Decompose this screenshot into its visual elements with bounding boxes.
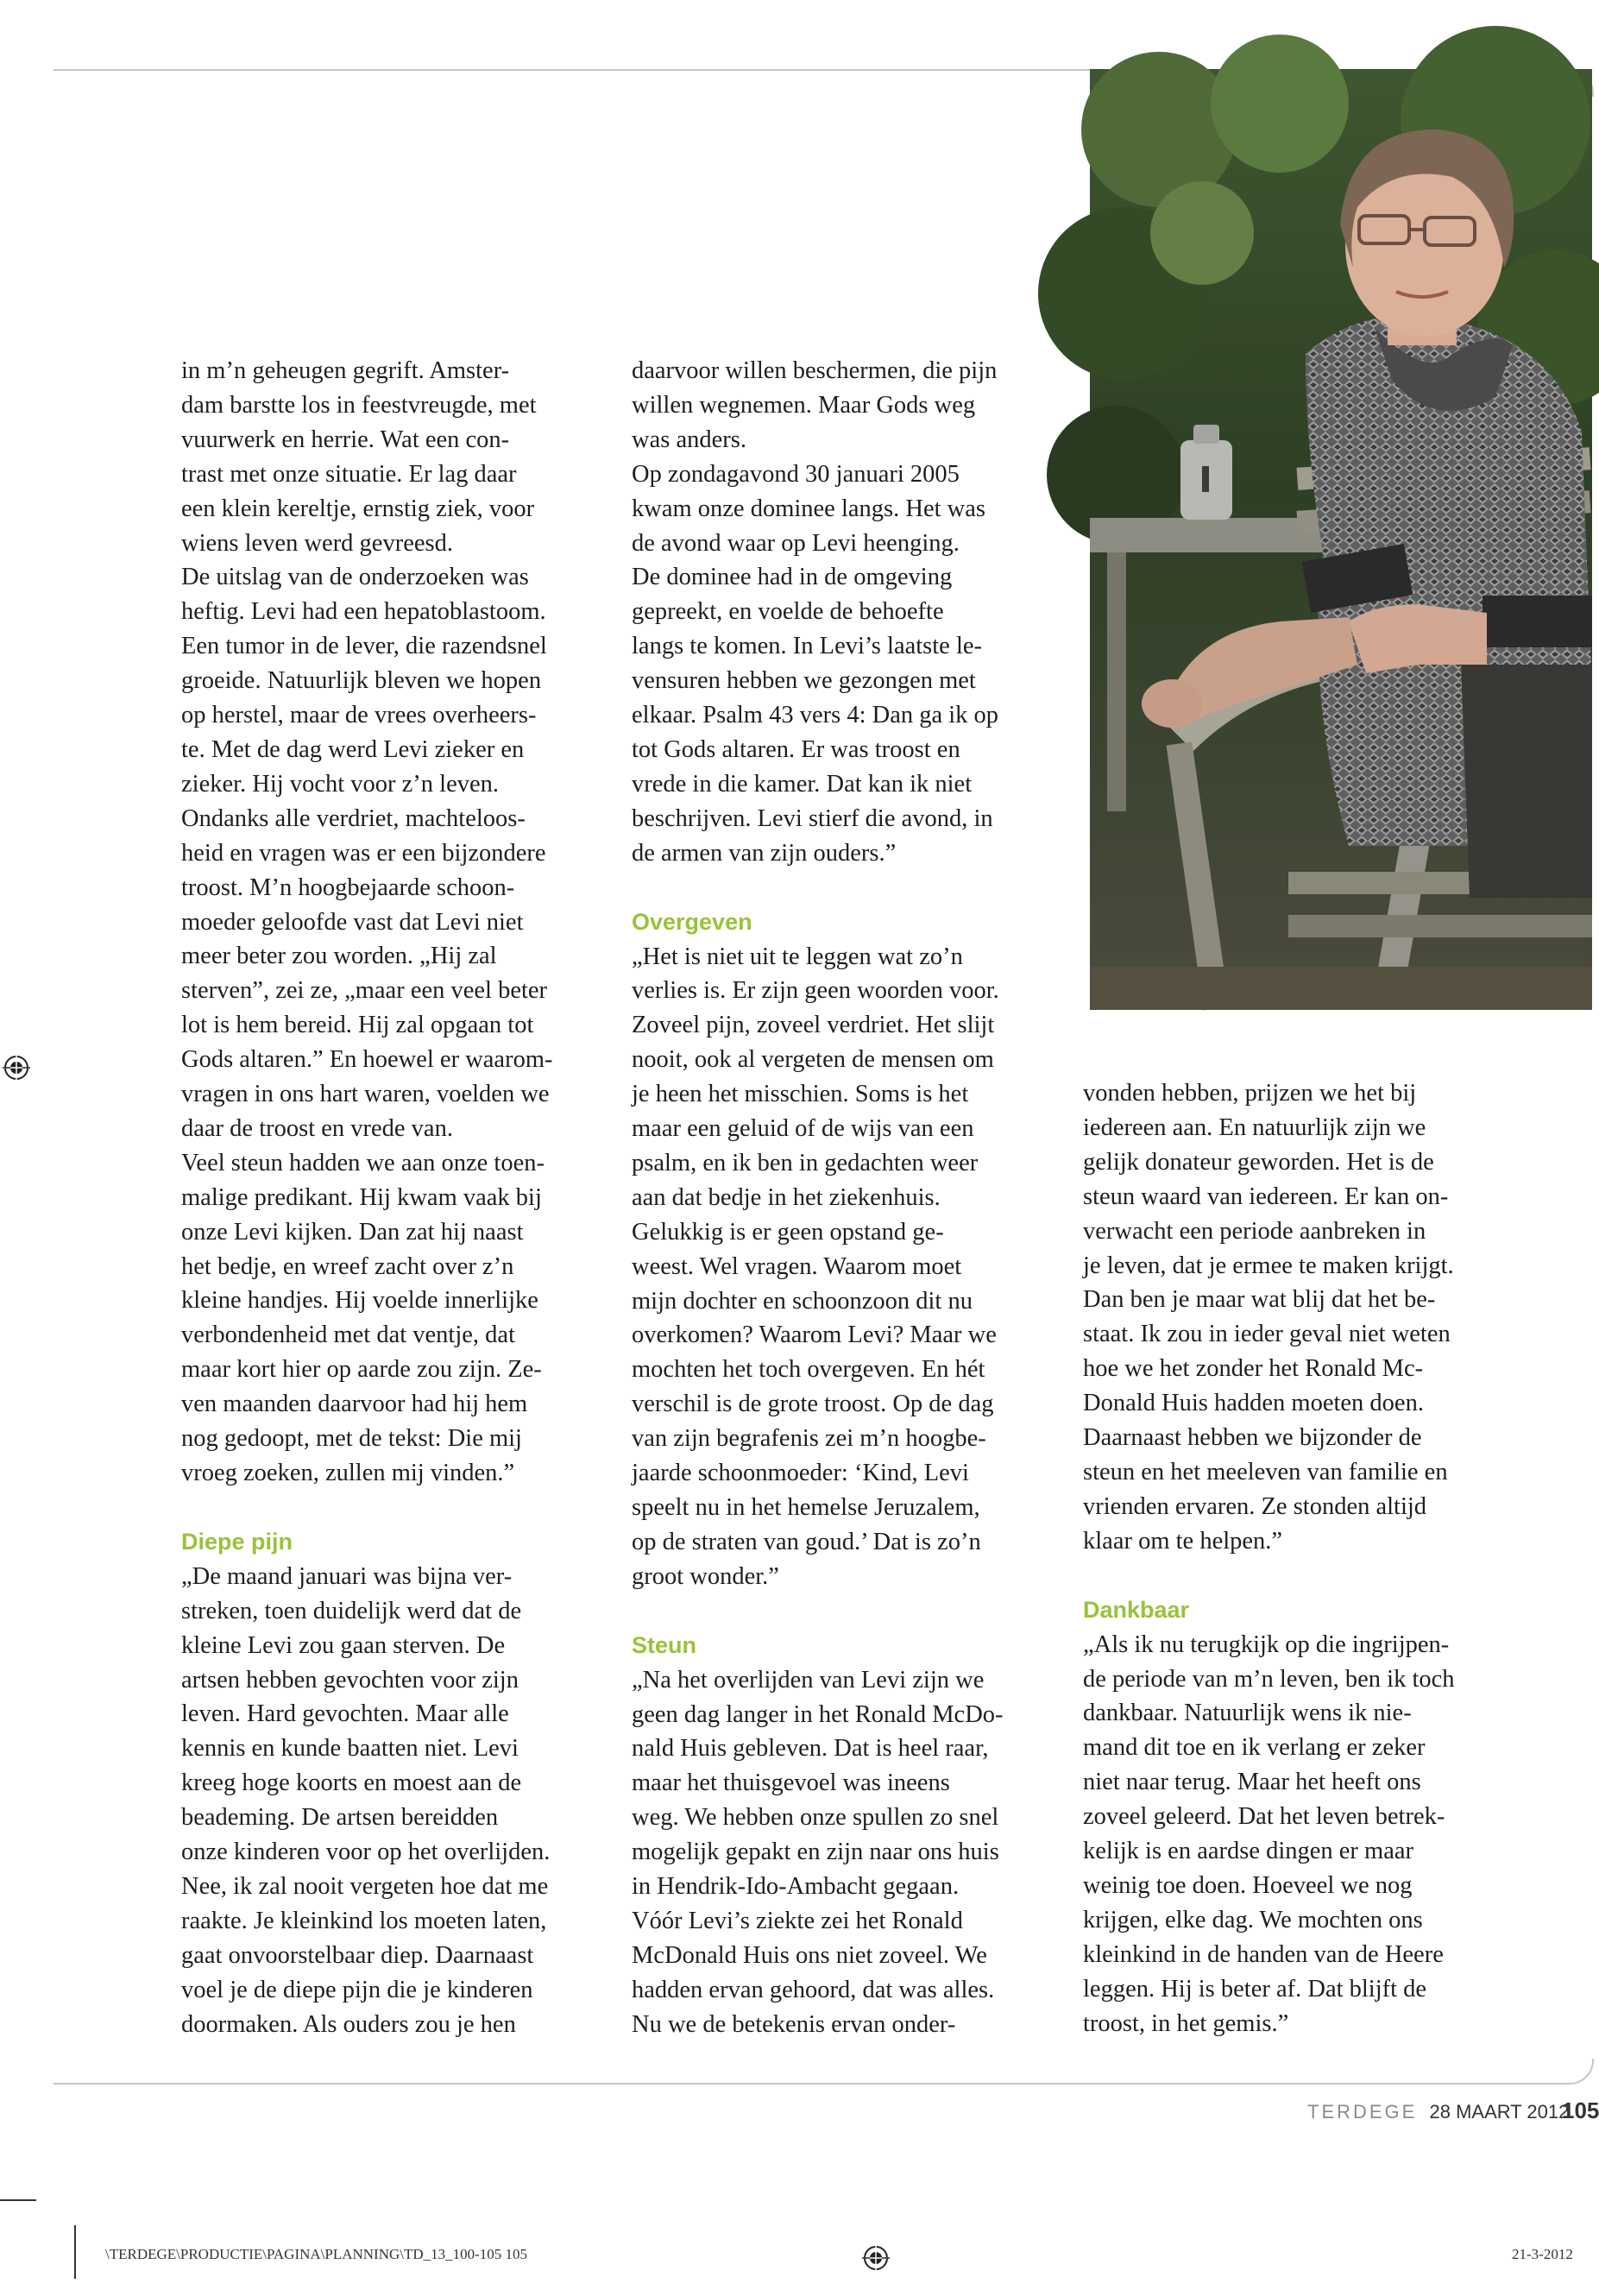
text-line: op herstel, maar de vrees overheers- <box>181 702 537 729</box>
text-line: beschrijven. Levi stierf die avond, in <box>632 804 993 832</box>
text-line: daar de troost en vrede van. <box>181 1114 453 1142</box>
text-line: psalm, en ik ben in gedachten weer <box>632 1149 979 1176</box>
text-line: steun en het meeleven van familie en <box>1083 1458 1448 1485</box>
text-line: langs te komen. In Levi’s laatste le- <box>632 633 982 660</box>
text-line: hoe we het zonder het Ronald Mc- <box>1083 1355 1424 1383</box>
text-column-1 <box>181 354 552 2042</box>
text-line: kwam onze dominee langs. Het was <box>632 495 985 522</box>
text-line: nog gedoopt, met de tekst: Die mij <box>181 1425 522 1453</box>
text-line: weinig toe doen. Hoeveel we nog <box>1083 1871 1413 1899</box>
text-line: mand dit toe en ik verlang er zeker <box>1083 1734 1426 1762</box>
text-line: lot is hem bereid. Hij zal opgaan tot <box>181 1012 534 1039</box>
text-line: onze Levi kijken. Dan zat hij naast <box>181 1218 524 1246</box>
text-line: kleinkind in de handen van de Heere <box>1083 1940 1444 1968</box>
text-line: niet naar terug. Maar het heeft ons <box>1083 1769 1421 1796</box>
text-line: vensuren hebben we gezongen met <box>632 667 976 695</box>
text-line: gaat onvoorstelbaar diep. Daarnaast <box>181 1941 534 1969</box>
text-line: Donald Huis hadden moeten doen. <box>1083 1390 1424 1417</box>
section-heading: Dankbaar <box>1083 1596 1190 1623</box>
page-number: 105 <box>1562 2097 1599 2123</box>
text-line: dam barstte los in feestvreugde, met <box>181 391 537 419</box>
paragraph <box>181 560 552 1145</box>
text-line: het bedje, en wreef zacht over z’n <box>181 1252 514 1280</box>
paragraph <box>1083 1628 1455 2041</box>
text-line: maar kort hier op aarde zou zijn. Ze- <box>181 1356 542 1384</box>
text-line: Op zondagavond 30 januari 2005 <box>632 460 960 488</box>
text-line: Vóór Levi’s ziekte zei het Ronald <box>632 1907 963 1934</box>
text-line: maar een geluid of de wijs van een <box>632 1115 974 1143</box>
text-line: je heen het misschien. Soms is het <box>632 1081 969 1108</box>
registration-mark-icon <box>3 1054 30 1082</box>
text-line: gelijk donateur geworden. Het is de <box>1083 1148 1434 1176</box>
text-line: nald Huis gebleven. Dat is heel raar, <box>632 1735 989 1763</box>
paragraph <box>181 1146 552 1491</box>
issue-date: 28 MAART 2012 <box>1429 2101 1570 2123</box>
text-line: vroeg zoeken, zullen mij vinden.” <box>181 1460 515 1486</box>
text-line: aan dat bedje in het ziekenhuis. <box>632 1183 941 1211</box>
text-line: Ondanks alle verdriet, machteloos- <box>181 804 526 832</box>
text-line: te. Met de dag werd Levi zieker en <box>181 735 525 763</box>
text-line: hadden ervan gehoord, dat was alles. <box>632 1976 995 2003</box>
text-line: „Als ik nu terugkijk op die ingrijpen- <box>1083 1631 1450 1658</box>
text-line: krijgen, elke dag. We mochten ons <box>1083 1906 1423 1933</box>
text-line: kelijk is en aardse dingen er maar <box>1083 1838 1414 1865</box>
text-line: kleine Levi zou gaan sterven. De <box>181 1631 506 1659</box>
text-column-3 <box>1083 1076 1455 2041</box>
text-line: in Hendrik-Ido-Ambacht gegaan. <box>632 1873 960 1901</box>
text-line: gepreekt, en voelde de behoefte <box>632 598 944 626</box>
text-line: Nee, ik zal nooit vergeten hoe dat me <box>181 1872 549 1900</box>
text-line: iedereen aan. En natuurlijk zijn we <box>1083 1113 1426 1141</box>
text-line: kennis en kunde baatten niet. Levi <box>181 1735 519 1763</box>
text-line: streken, toen duidelijk werd dat de <box>181 1597 522 1624</box>
text-line: kleine handjes. Hij voelde innerlijke <box>181 1287 538 1315</box>
paragraph <box>632 560 1004 870</box>
text-line: heftig. Levi had een hepatoblastoom. <box>181 598 546 626</box>
text-line: op de straten van goud.’ Dat is zo’n <box>632 1528 981 1555</box>
text-line: wiens leven werd gevreesd. <box>181 529 453 557</box>
text-line: „Na het overlijden van Levi zijn we <box>632 1666 985 1694</box>
text-line: moeder geloofde vast dat Levi niet <box>181 908 524 936</box>
text-line: nooit, ook al vergeten de mensen om <box>632 1046 994 1074</box>
page-footer <box>1307 2101 1569 2123</box>
text-line: meer beter zou worden. „Hij zal <box>181 943 497 970</box>
text-line: overkomen? Waarom Levi? Maar we <box>632 1321 997 1349</box>
text-line: sterven”, zei ze, „maar een veel beter <box>181 977 548 1005</box>
text-line: jaarde schoonmoeder: ‘Kind, Levi <box>632 1460 969 1487</box>
text-line: heid en vragen was er een bijzondere <box>181 839 546 867</box>
paragraph <box>632 940 1004 1594</box>
text-line: vrienden ervaren. Ze stonden altijd <box>1083 1492 1427 1520</box>
bottom-rule-corner <box>1549 2059 1594 2085</box>
text-line: vragen in ons hart waren, voelden we <box>181 1081 550 1108</box>
crop-mark-bottom <box>74 2225 76 2279</box>
paragraph <box>632 457 1004 561</box>
text-line: „Het is niet uit te leggen wat zo’n <box>632 943 963 970</box>
text-line: McDonald Huis ons niet zoveel. We <box>632 1941 987 1969</box>
magazine-name: TERDEGE <box>1307 2101 1418 2123</box>
text-line: klaar om te helpen.” <box>1083 1527 1283 1555</box>
text-line: weg. We hebben onze spullen zo snel <box>632 1804 999 1832</box>
text-line: ven maanden daarvoor had hij hem <box>181 1391 528 1418</box>
text-line: Een tumor in de lever, die razendsnel <box>181 633 547 660</box>
photo-woman-on-garden-bench <box>1090 69 1592 1010</box>
text-line: speelt nu in het hemelse Jeruzalem, <box>632 1494 980 1521</box>
text-line: verschil is de grote troost. Op de dag <box>632 1391 994 1418</box>
text-line: Dan ben je maar wat blij dat het be- <box>1083 1286 1436 1314</box>
text-line: Gelukkig is er geen opstand ge- <box>632 1218 944 1246</box>
paragraph <box>632 354 1004 457</box>
text-line: dankbaar. Natuurlijk wens ik nie- <box>1083 1700 1412 1727</box>
text-line: groeide. Natuurlijk bleven we hopen <box>181 667 542 695</box>
section-heading: Diepe pijn <box>181 1528 293 1555</box>
text-line: een klein kereltje, ernstig ziek, voor <box>181 495 535 522</box>
text-line: raakte. Je kleinkind los moeten laten, <box>181 1907 547 1934</box>
text-line: mogelijk gepakt en zijn naar ons huis <box>632 1839 999 1866</box>
photo-illustration <box>1090 69 1592 1010</box>
text-line: vrede in die kamer. Dat kan ik niet <box>632 770 973 798</box>
text-line: staat. Ik zou in ieder geval niet weten <box>1083 1321 1451 1348</box>
text-line: mijn dochter en schoonzoon dit nu <box>632 1287 973 1315</box>
text-line: mochten het toch overgeven. En hét <box>632 1356 985 1384</box>
text-line: Daarnaast hebben we bijzonder de <box>1083 1424 1422 1452</box>
text-column-2 <box>632 354 1004 2042</box>
text-line: troost. M’n hoogbejaarde schoon- <box>181 874 515 901</box>
text-line: de armen van zijn ouders.” <box>632 839 897 867</box>
text-line: maar het thuisgevoel was ineens <box>632 1769 950 1797</box>
text-line: weest. Wel vragen. Waarom moet <box>632 1252 962 1280</box>
text-line: de periode van m’n leven, ben ik toch <box>1083 1665 1455 1693</box>
text-line: verbondenheid met dat ventje, dat <box>181 1321 515 1349</box>
text-line: verlies is. Er zijn geen woorden voor. <box>632 977 999 1005</box>
crop-mark-left <box>0 2199 36 2201</box>
text-line: in m’n geheugen gegrift. Amster- <box>181 357 510 384</box>
text-line: malige predikant. Hij kwam vaak bij <box>181 1183 542 1211</box>
text-line: voel je de diepe pijn die je kinderen <box>181 1976 533 2003</box>
text-line: troost, in het gemis.” <box>1083 2009 1289 2037</box>
text-line: zieker. Hij vocht voor z’n leven. <box>181 770 499 798</box>
text-line: tot Gods altaren. Er was troost en <box>632 735 960 763</box>
text-line: daarvoor willen beschermen, die pijn <box>632 357 998 384</box>
bottom-rule <box>54 2083 1572 2085</box>
text-line: verwacht een periode aanbreken in <box>1083 1217 1426 1245</box>
section-heading: Steun <box>632 1631 697 1658</box>
text-line: Gods altaren.” En hoewel er waarom- <box>181 1046 553 1074</box>
text-line: „De maand januari was bijna ver- <box>181 1562 513 1590</box>
text-line: leggen. Hij is beter af. Dat blijft de <box>1083 1975 1427 2003</box>
text-line: beademing. De artsen bereidden <box>181 1804 499 1832</box>
text-line: onze kinderen voor op het overlijden. <box>181 1839 551 1866</box>
text-line: vuurwerk en herrie. Wat een con- <box>181 426 510 453</box>
text-line: De dominee had in de omgeving <box>632 564 953 591</box>
text-line: groot wonder.” <box>632 1562 779 1590</box>
text-line: geen dag langer in het Ronald McDo- <box>632 1700 1004 1728</box>
text-line: zoveel geleerd. Dat het leven betrek- <box>1083 1803 1445 1831</box>
text-line: trast met onze situatie. Er lag daar <box>181 460 517 488</box>
text-line: vonden hebben, prijzen we het bij <box>1083 1080 1417 1107</box>
text-line: Veel steun hadden we aan onze toen- <box>181 1149 545 1176</box>
text-line: doormaken. Als ouders zou je hen <box>181 2010 516 2038</box>
paragraph <box>1083 1076 1455 1559</box>
registration-mark-bottom-icon <box>862 2244 890 2272</box>
slug-date: 21-3-2012 <box>1512 2246 1573 2262</box>
text-line: steun waard van iedereen. Er kan on- <box>1083 1183 1449 1210</box>
paragraph <box>632 1663 1004 2042</box>
text-line: De uitslag van de onderzoeken was <box>181 564 529 591</box>
text-line: willen wegnemen. Maar Gods weg <box>632 391 976 419</box>
text-line: de avond waar op Levi heenging. <box>632 529 960 557</box>
text-line: kreeg hoge koorts en moest aan de <box>181 1769 522 1797</box>
paragraph <box>181 1560 552 2042</box>
text-line: Zoveel pijn, zoveel verdriet. Het slijt <box>632 1012 995 1039</box>
text-line: elkaar. Psalm 43 vers 4: Dan ga ik op <box>632 702 999 729</box>
slug-file-path: \TERDEGE\PRODUCTIE\PAGINA\PLANNING\TD_13_100-105 105 <box>105 2246 528 2262</box>
paragraph <box>181 354 552 560</box>
text-line: was anders. <box>632 426 746 453</box>
text-line: artsen hebben gevochten voor zijn <box>181 1666 519 1694</box>
text-line: Nu we de betekenis ervan onder- <box>632 2010 956 2038</box>
text-line: van zijn begrafenis zei m’n hoogbe- <box>632 1425 986 1453</box>
text-line: leven. Hard gevochten. Maar alle <box>181 1700 509 1728</box>
section-heading: Overgeven <box>632 908 752 935</box>
text-line: je leven, dat je ermee te maken krijgt. <box>1083 1252 1454 1279</box>
